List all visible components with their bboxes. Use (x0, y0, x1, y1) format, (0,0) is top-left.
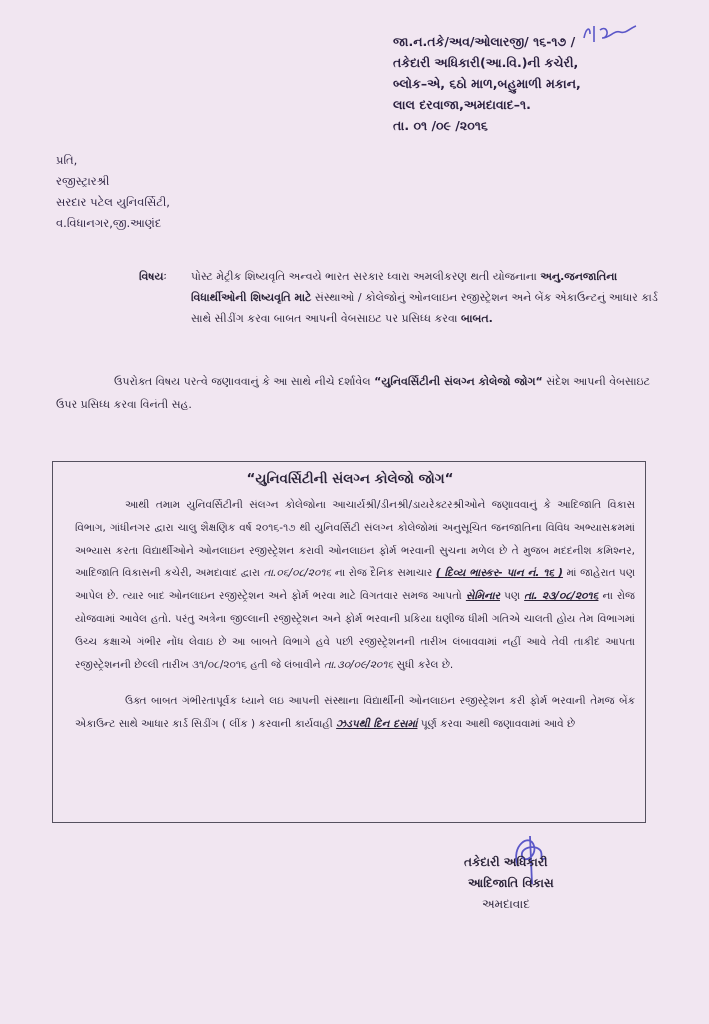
recipient-block (56, 150, 356, 234)
notice-p1-d: પણ (500, 590, 525, 603)
office-address-line-2: લાલ દરવાજા,અમદાવાદ–૧. (393, 97, 531, 112)
subject-label: વિષયઃ (139, 270, 167, 283)
notice-p1-b: ના રોજ દૈનિક સમાચાર (331, 567, 436, 580)
intro-paragraph (56, 370, 656, 416)
office-header (393, 31, 693, 136)
intro-highlight: “યુનિવર્સિટીની સંલગ્ન કોલેજો જોગ“ (374, 375, 543, 388)
notice-p1-e: ના રોજ યોજવામાં આવેલ હતો. પરંતુ અત્રેના જીલ્લાની રજીસ્ટ્રેશન અને ફોર્મ ભરવાની પ્રકિયા ઘણીજ ધીમી ગતિએ ચાલતી હોય તેમ વિભાગમાં ઉચ્ચ કક્ષાએ ગંભીર નોંધ લેવાઇ છે આ બાબતે વિભાગે હવે પછી રજીસ્ટ્રેશનની તારીખ લંબાવવામાં નહીં આવે તેવી તાકીદ આપતા રજીસ્ટ્રેશનની છેલ્લી તારીખ ૩૧/૦૮/૨૦૧૬ હતી જે લંબાવીને (75, 590, 635, 671)
recipient-place: વ.વિધાનગર,જી.આણંદ (56, 216, 162, 230)
subject-text (191, 266, 661, 329)
letter-date: તા. ૦૧ /૦૯ /૨૦૧૬ (393, 118, 488, 133)
office-name: તકેદારી અધિકારી(આ.વિ.)ની કચેરી, (393, 55, 579, 70)
notice-paragraph-2 (75, 690, 635, 736)
recipient-university: સરદાર પટેલ યુનિવર્સિટી, (56, 195, 170, 209)
office-address-line-1: બ્લોક–એ, ૬ઠો માળ,બહુમાળી મકાન, (393, 76, 581, 91)
notice-p1-seminar: સેમિનાર (465, 590, 500, 603)
subject-part-2: સંસ્થાઓ / કોલેજોનું ઓનલાઇન રજીસ્ટ્રેશન અને બેંક એકાઉન્ટનું આધાર કાર્ડ સાથે સીડીંગ કરવા બાબત આપની વેબસાઇટ પર પ્રસિધ્ધ કરવા (191, 291, 658, 325)
subject-bold-2: બાબત. (461, 312, 493, 325)
notice-p1-date-2: તા. ૨૩/૦૮/૨૦૧૬ (524, 590, 599, 603)
subject-bold-1: અનુ.જનજાતિના વિધાર્થીઓની શિષ્યવૃતિ માટે (191, 270, 618, 304)
notice-p1-a: આથી તમામ યુનિવર્સિટીની સંલગ્ન કોલેજોના આચાર્યશ્રી/ડીનશ્રી/ડાયરેક્ટરશ્રીઓને જણાવવાનું કે આદિજાતિ વિકાસ વિભાગ, ગાંધીનગર દ્વારા ચાલુ શૈક્ષણિક વર્ષ ૨૦૧૬-૧૭ થી યુનિવર્સિટી સંલગ્ન કોલેજોમાં અનુસૂચિત જનજાતિના વિવિધ અભ્યાસક્રમમાં અભ્યાસ કરતા વિદ્યાર્થીઓને ઓનલાઇન રજીસ્ટ્રેશન કરાવી ઓનલાઇન ફોર્મ ભરવાની સુચના મળેલ છે તે મુજબ મદદનીશ કમિશ્નર, આદિજાતિ વિકાસની કચેરી, અમદાવાદ દ્વારા (75, 499, 635, 580)
notice-p2-a: ઉક્ત બાબત ગંભીરતાપૂર્વક ધ્યાને લઇ આપની સંસ્થાના વિદ્યાર્થીની ઓનલાઇન રજીસ્ટ્રેશન કરી ફોર્મ ભરવાની તેમજ બેંક એકાઉન્ટ સાથે આધાર કાર્ડ સિડીંગ ( લીંક ) કરવાની કાર્યવાહી (75, 695, 635, 731)
subject-part-1: પોસ્ટ મેટ્રીક શિષ્યવૃતિ અન્વયે ભારત સરકાર ધ્વારા અમલીકરણ થતી યોજનાના (191, 270, 537, 283)
signature-block (464, 852, 664, 915)
notice-p1-f: સુધી કરેલ છે. (393, 658, 454, 671)
notice-body (75, 494, 635, 736)
intro-text-1: ઉપરોક્ત વિષય પરત્વે જણાવવાનું કે આ સાથે નીચે દર્શાવેલ (114, 375, 375, 388)
notice-p1-c: માં જાહેરાત પણ આપેલ છે. ત્યાર બાદ ઓનલાઇન રજીસ્ટ્રેશન અને ફોર્મ ભરવા માટે વિગતવાર સમજ આપતો (75, 567, 635, 603)
notice-p1-newspaper: ( દિવ્ય ભાસ્કર- પાન નં. ૧૬ ) (435, 567, 563, 580)
recipient-to: પ્રતિ, (56, 153, 78, 167)
handwritten-number-mark (580, 20, 640, 46)
signatory-department: આદિજાતિ વિકાસ (468, 876, 554, 890)
notice-p2-b: પૂર્ણ કરવા આથી જણાવવામાં આવે છે (417, 718, 576, 731)
reference-number: જા.ન.તકે/અવ/ઓલારજી/ ૧૬-૧૭ / (393, 34, 576, 49)
signatory-designation: તકેદારી અધિકારી (464, 855, 548, 869)
notice-p1-date-3: તા.૩૦/૦૯/૨૦૧૬ (323, 658, 394, 671)
notice-p2-deadline: ઝડપથી દિન દસમાં (336, 718, 418, 731)
notice-p1-date-1: તા.૦૬/૦૮/૨૦૧૬ (263, 567, 332, 580)
recipient-title: રજીસ્ટ્રારશ્રી (56, 174, 110, 188)
notice-title: “યુનિવર્સિટીની સંલગ્ન કોલેજો જોગ“ (246, 471, 454, 487)
notice-box (52, 461, 646, 823)
notice-paragraph-1 (75, 494, 635, 676)
intro-text-2: સંદેશ આપની વેબસાઇટ ઉપર પ્રસિધ્ધ કરવા વિનંતી સહ. (56, 375, 651, 411)
signatory-place: અમદાવાદ (482, 897, 530, 911)
